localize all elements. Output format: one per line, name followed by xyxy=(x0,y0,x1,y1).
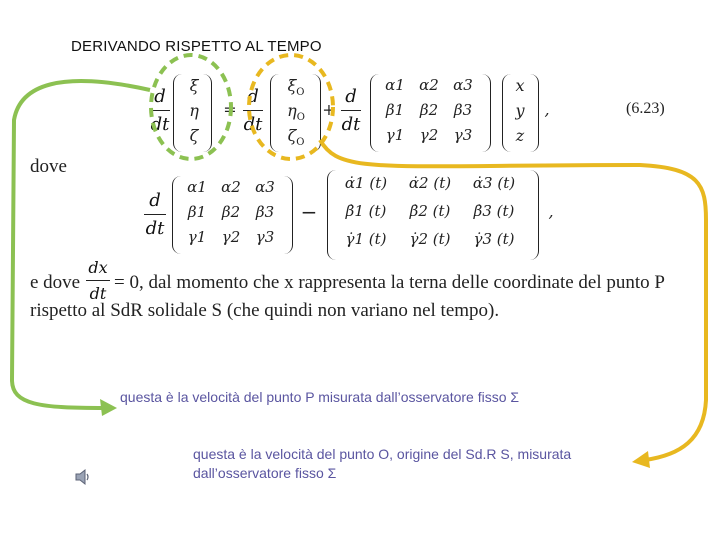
eq1-dt: dt xyxy=(150,114,170,136)
note-velocity-o-line2: dall’osservatore fisso Σ xyxy=(193,465,337,481)
eq1-d3: d xyxy=(345,86,357,107)
green-arrow-path xyxy=(12,81,150,408)
eq2-d: d xyxy=(149,190,161,211)
m1-cell-1-2: β3 xyxy=(453,101,473,119)
m1-cell-2-2: γ3 xyxy=(453,126,473,144)
equation-number: (6.23) xyxy=(626,100,665,117)
vec3-2: z xyxy=(515,126,525,145)
m1-cell-2-0: γ1 xyxy=(385,126,405,144)
vec1-2: ζ xyxy=(189,126,199,145)
m1-cell-0-1: α2 xyxy=(419,76,439,94)
m2-cell-2-1: γ2 xyxy=(221,228,241,246)
m3-cell-1-0: β̇1 (t) xyxy=(345,202,387,220)
m3-cell-2-1: γ̇2 (t) xyxy=(409,230,451,248)
m1-cell-2-1: γ2 xyxy=(419,126,439,144)
m2-cell-0-2: α3 xyxy=(255,178,275,196)
eq1-d: d xyxy=(154,86,166,107)
note-velocity-o-line1: questa è la velocità del punto O, origine del Sd.R S, misurata xyxy=(193,446,572,462)
vec1-0: ξ xyxy=(189,76,199,95)
comma: , xyxy=(544,100,550,119)
line3-rest: = 0, dal momento che x rappresenta la terna delle coordinate del punto P xyxy=(114,272,665,293)
vec1-1: η xyxy=(189,101,199,120)
line4-text: rispetto al SdR solidale S (che quindi non variano nel tempo). xyxy=(30,300,500,321)
m3-cell-2-0: γ̇1 (t) xyxy=(345,230,387,248)
m2-cell-2-0: γ1 xyxy=(187,228,207,246)
m3-cell-0-2: α̇3 (t) xyxy=(472,174,516,192)
m2-cell-1-1: β2 xyxy=(221,203,241,221)
vec2-2: $\zeta_O$ xyxy=(287,126,305,149)
eq1-dt3: dt xyxy=(341,114,361,136)
yellow-arrow-path xyxy=(320,140,706,460)
m1-cell-1-0: β1 xyxy=(385,101,405,119)
minus-sign: − xyxy=(300,200,318,224)
comma: , xyxy=(548,202,554,221)
eq1-dt2: dt xyxy=(243,114,263,136)
m2-cell-2-2: γ3 xyxy=(255,228,275,246)
line3-prefix: e dove xyxy=(30,272,81,293)
m3-cell-0-0: α̇1 (t) xyxy=(344,174,388,192)
m1-cell-1-1: β2 xyxy=(419,101,439,119)
yellow-arrowhead xyxy=(632,451,650,468)
eq2-dt: dt xyxy=(145,218,165,240)
slide-heading: DERIVANDO RISPETTO AL TEMPO xyxy=(71,38,322,55)
green-dashed-ellipse xyxy=(151,55,231,159)
dove-text: dove xyxy=(30,156,67,177)
m3-cell-1-2: β̇3 (t) xyxy=(473,202,515,220)
m1-cell-0-0: α1 xyxy=(385,76,405,94)
vec3-0: x xyxy=(515,76,525,95)
m1-cell-0-2: α3 xyxy=(453,76,473,94)
m2-cell-1-2: β3 xyxy=(255,203,275,221)
m2-cell-0-1: α2 xyxy=(221,178,241,196)
equals-sign: = xyxy=(223,100,237,119)
m3-cell-2-2: γ̇3 (t) xyxy=(473,230,515,248)
m2-cell-1-0: β1 xyxy=(187,203,207,221)
vec2-0: $\xi_O$ xyxy=(287,76,305,99)
green-arrowhead xyxy=(100,399,117,416)
m3-cell-0-1: α̇2 (t) xyxy=(408,174,452,192)
eq1-d2: d xyxy=(247,86,259,107)
vec3-1: y xyxy=(515,101,525,120)
frac-den: dt xyxy=(89,284,107,304)
vec2-1: $\eta_O$ xyxy=(287,101,305,124)
speaker-icon[interactable] xyxy=(74,467,92,491)
plus-sign: + xyxy=(322,100,336,119)
m2-cell-0-0: α1 xyxy=(187,178,207,196)
note-velocity-p: questa è la velocità del punto P misurata dall’osservatore fisso Σ xyxy=(120,389,520,405)
m3-cell-1-1: β̇2 (t) xyxy=(409,202,451,220)
frac-num: dx xyxy=(88,258,108,277)
